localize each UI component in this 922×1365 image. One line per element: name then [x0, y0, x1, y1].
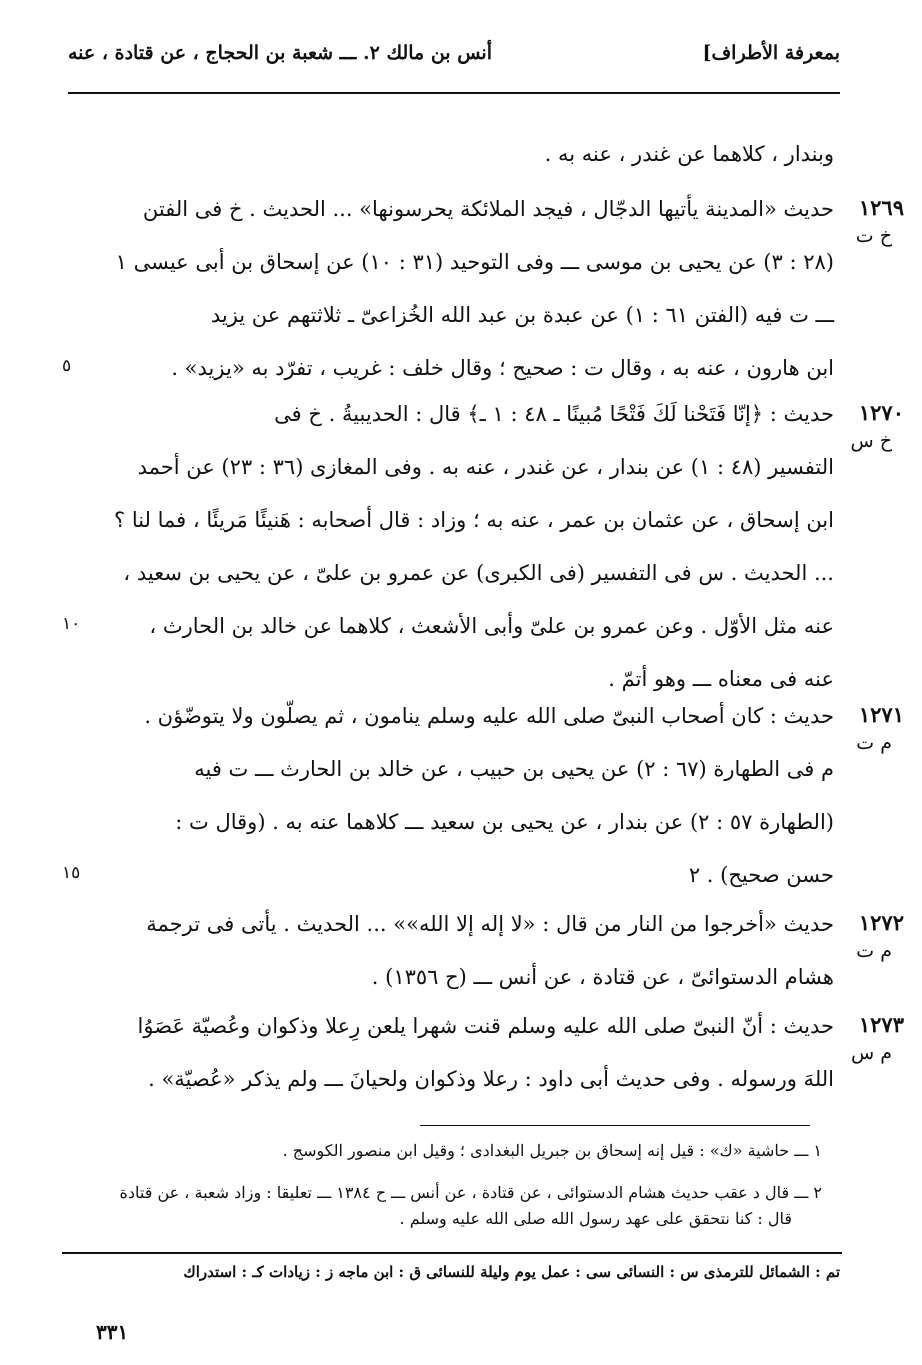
hadith-number: ١٢٧٣ [858, 1012, 904, 1037]
hadith-text-line: (٢٨ : ٣) عن يحيى بن موسى ـــ وفى التوحيد (٣١ : ١٠) عن إسحاق بن أبى عيسى ١ [115, 250, 834, 274]
hadith-text-line: ابن هارون ، عنه به ، وقال ت : صحيح ؛ وقال خلف : غريب ، تفرّد به «يزيد» . [171, 356, 834, 380]
hadith-text-line: اللهَ ورسوله . وفى حديث أبى داود : رعلا وذكوان ولحيانَ ـــ ولم يذكر «عُصيّة» . [148, 1067, 834, 1091]
legend-rule [62, 1252, 842, 1254]
hadith-sigla: خ ت [855, 225, 892, 247]
hadith-sigla: م ت [856, 732, 892, 754]
header-chapter-title: أنس بن مالك ٢. ـــ شعبة بن الحجاج ، عن قتادة ، عنه [68, 42, 492, 64]
continuation-line: وبندار ، كلاهما عن غندر ، عنه به . [544, 142, 834, 166]
hadith-text-line: عنه فى معناه ـــ وهو أتمّ . [608, 667, 834, 691]
line-count-marker: ١٥ [62, 863, 81, 883]
header-rule [68, 92, 840, 94]
hadith-text-line: (الطهارة ٥٧ : ٢) عن بندار ، عن يحيى بن سعيد ـــ كلاهما عنه به . (وقال ت : [175, 810, 834, 834]
footnote-2: ٢ ـــ قال د عقب حديث هشام الدستوائى ، عن قتادة ، عن أنس ـــ ح ١٣٨٤ ـــ تعليقا : وزاد شعبة ، عن قتادة [119, 1183, 822, 1202]
hadith-text-line: حسن صحيح) . ٢ [688, 863, 834, 887]
hadith-text-line: م فى الطهارة (٦٧ : ٢) عن يحيى بن حبيب ، عن خالد بن الحارث ـــ ت فيه [194, 757, 834, 781]
hadith-text-line: عنه مثل الأوّل . وعن عمرو بن علىّ وأبى الأشعث ، كلاهما عن خالد بن الحارث ، [149, 614, 834, 638]
footnote-2-continued: قال : كنا نتحقق على عهد رسول الله صلى الله عليه وسلم . [399, 1209, 792, 1228]
hadith-number: ١٢٧١ [858, 702, 904, 727]
hadith-text-line: حديث : ﴿إنّا فَتَحْنا لَكَ فَتْحًا مُبينًا ـ ٤٨ : ١ ـ﴾ قال : الحديبيةُ . خ فى [274, 402, 834, 426]
hadith-text-line: حديث : أنّ النبىّ صلى الله عليه وسلم قنت شهرا يلعن رِعلا وذكوان وعُصيّة عَصَوُا [137, 1014, 834, 1038]
hadith-text-line: ... الحديث . س فى التفسير (فى الكبرى) عن عمرو بن علىّ ، عن يحيى بن سعيد ، [123, 561, 834, 585]
hadith-number: ١٢٧٢ [858, 910, 904, 935]
hadith-number: ١٢٦٩ [858, 195, 904, 220]
hadith-text-line: حديث : كان أصحاب النبىّ صلى الله عليه وسلم ينامون ، ثم يصلّون ولا يتوضّؤن . [144, 704, 834, 728]
line-count-marker: ١٠ [62, 614, 81, 634]
header-section-title: بمعرفة الأطراف] [702, 42, 840, 64]
hadith-text-line: هشام الدستوائىّ ، عن قتادة ، عن أنس ـــ (ح ١٣٥٦) . [371, 965, 834, 989]
footnote-1: ١ ـــ حاشية «ك» : قيل إنه إسحاق بن جبريل البغدادى ؛ وقيل ابن منصور الكوسج . [282, 1141, 822, 1160]
hadith-text-line: حديث «المدينة يأتيها الدجّال ، فيجد الملائكة يحرسونها» ... الحديث . خ فى الفتن [142, 197, 834, 221]
hadith-sigla: م ت [856, 940, 892, 962]
hadith-number: ١٢٧٠ [858, 400, 904, 425]
hadith-text-line: ـــ ت فيه (الفتن ٦١ : ١) عن عبدة بن عبد الله الخُزاعىّ ـ ثلاثتهم عن يزيد [210, 303, 834, 327]
line-count-marker: ٥ [62, 356, 72, 376]
page-number: ٣٣١ [96, 1320, 129, 1344]
running-header [68, 42, 840, 86]
hadith-sigla: م س [851, 1042, 892, 1064]
abbreviation-legend: تم : الشمائل للترمذى س : النسائى سى : عمل يوم وليلة للنسائى ق : ابن ماجه ز : زيادات كـ : استدراك [183, 1263, 840, 1281]
hadith-sigla: خ س [850, 430, 892, 452]
hadith-text-line: حديث «أخرجوا من النار من قال : «لا إله إلا الله»» ... الحديث . يأتى فى ترجمة [146, 912, 834, 936]
hadith-text-line: التفسير (٤٨ : ١) عن بندار ، عن غندر ، عنه به . وفى المغازى (٣٦ : ٢٣) عن أحمد [137, 455, 834, 479]
footnote-rule [420, 1125, 810, 1126]
hadith-text-line: ابن إسحاق ، عن عثمان بن عمر ، عنه به ؛ وزاد : قال أصحابه : هَنيئًا مَريئًا ، فما لنا ؟ [114, 508, 834, 532]
